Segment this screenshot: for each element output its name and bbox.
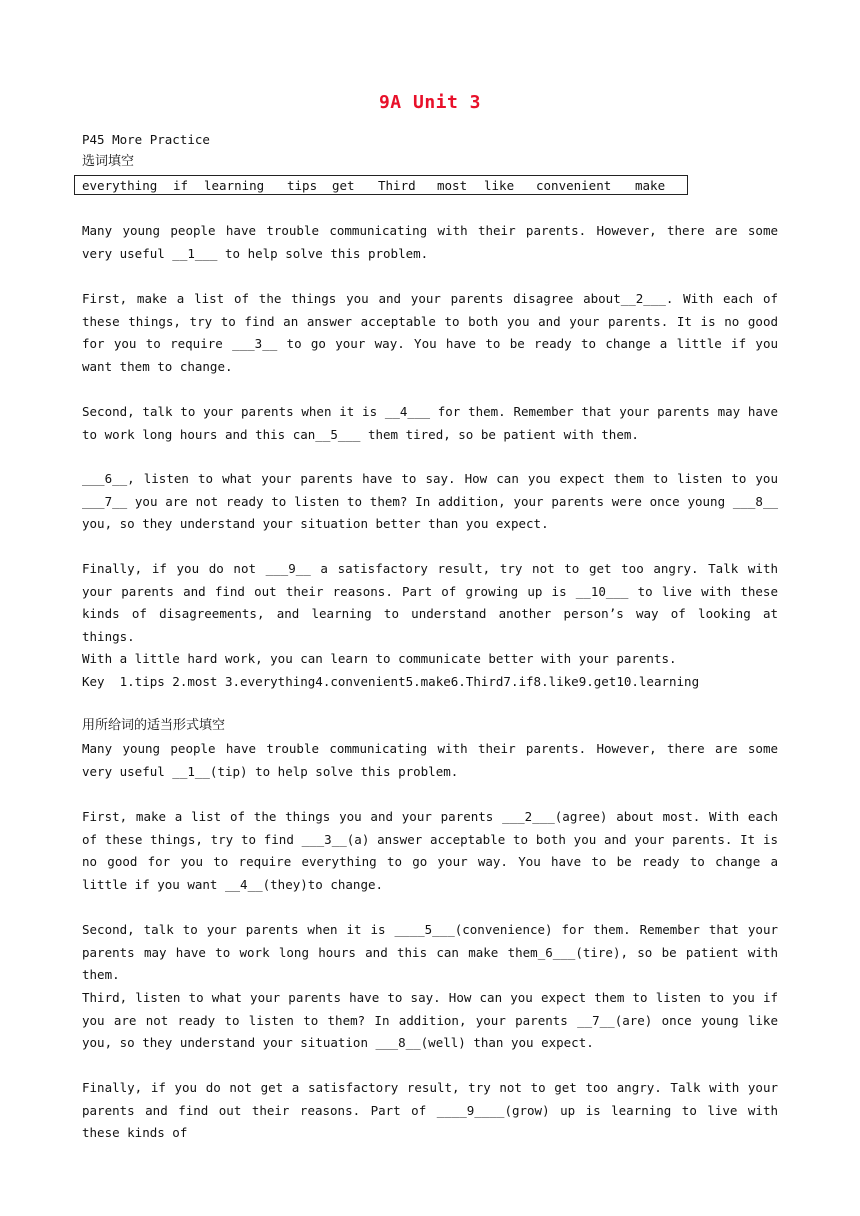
word-bank-item: Third [378,178,416,193]
word-bank-item: tips [287,178,318,193]
word-bank-item: make [635,178,666,193]
passage-paragraph: First, make a list of the things you and your parents disagree about__2___. With each of these things, try to find an answer acceptable to both you and your parents. It is no good for you to require ___3__ to go your way. You have to be ready to change a little if you want them to change. [82,291,778,374]
page-title: 9A Unit 3 [378,92,482,113]
passage-paragraph: Many young people have trouble communicating with their parents. However, there are some very useful __1___ to help solve this problem. [82,223,778,261]
word-bank-item: if [173,178,189,193]
word-bank-item: like [484,178,515,193]
passage-paragraph: With a little hard work, you can learn to communicate better with your parents. [82,651,677,666]
task-heading-word-choice: 选词填空 [82,154,135,169]
word-bank-item: everything [82,178,158,193]
word-bank-item: learning [204,178,265,193]
word-bank-box [74,175,688,195]
word-bank-item: most [437,178,468,193]
passage-paragraph: Second, talk to your parents when it is __4___ for them. Remember that your parents may have to work long hours and this can__5___ them tired, so be patient with them. [82,404,778,442]
section-label: P45 More Practice [82,132,210,147]
passage-paragraph: Second, talk to your parents when it is ____5___(convenience) for them. Remember that your parents may have to work long hours and this can make them_6___(tire), so be patient with them. [82,922,778,982]
answer-key: Key 1.tips 2.most 3.everything4.convenient5.make6.Third7.if8.like9.get10.learning [82,674,700,689]
word-bank-item: get [332,178,355,193]
passage-paragraph: Finally, if you do not get a satisfactory result, try not to get too angry. Talk with your parents and find out their reasons. Part of ____9____(grow) up is learning to live with these kinds of [82,1080,778,1140]
passage-paragraph: First, make a list of the things you and your parents ___2___(agree) about most. With each of these things, try to find ___3__(a) answer acceptable to both you and your parents. It is no good for you to require everything to go your way. You have to be ready to change a little if you want __4__(they)to change. [82,809,778,892]
task-heading-word-form: 用所给词的适当形式填空 [82,718,226,733]
passage-paragraph: Finally, if you do not ___9__ a satisfactory result, try not to get too angry. Talk with your parents and find out their reasons. Part of growing up is __10___ to live with these kinds of disagreements, and learning to understand another person’s way of looking at things. [82,561,778,644]
word-bank-item: convenient [536,178,612,193]
passage-paragraph: ___6__, listen to what your parents have to say. How can you expect them to listen to you ___7__ you are not ready to listen to them? In addition, your parents were once young ___8__ you, so they understand your situation better than you expect. [82,471,778,531]
passage-paragraph: Third, listen to what your parents have to say. How can you expect them to listen to you if you are not ready to listen to them? In addition, your parents __7__(are) once young like you, so they understand your situation ___8__(well) than you expect. [82,990,778,1050]
passage-paragraph: Many young people have trouble communicating with their parents. However, there are some very useful __1__(tip) to help solve this problem. [82,741,778,779]
